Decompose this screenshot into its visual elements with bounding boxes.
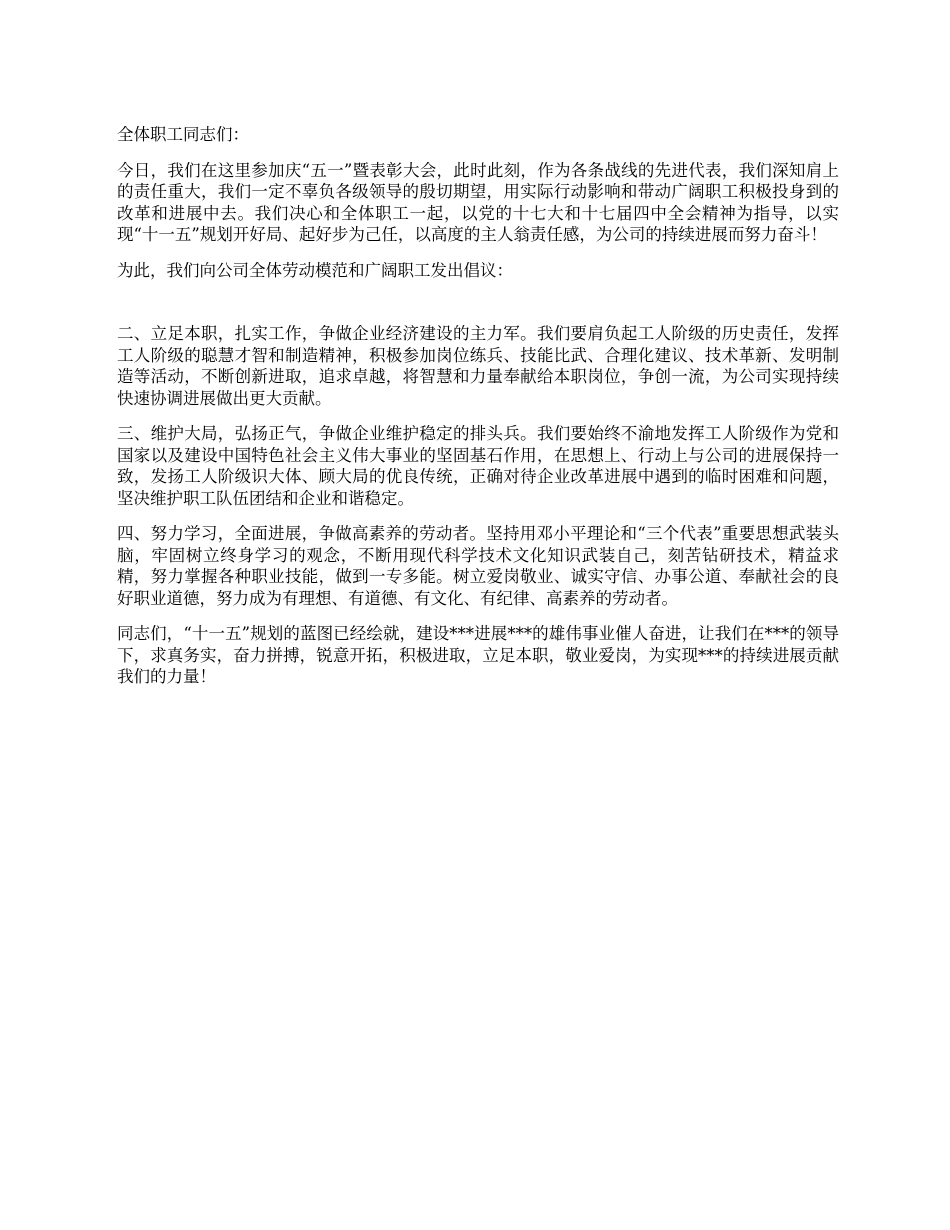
document-body	[117, 124, 839, 702]
paragraph-item-four: 四、努力学习，全面进展，争做高素养的劳动者。坚持用邓小平理论和“三个代表”重要思想武装头脑，牢固树立终身学习的观念，不断用现代科学技术文化知识武装自己，刻苦钻研技术，精益求精，努力掌握各种职业技能，做到一专多能。树立爱岗敬业、诚实守信、办事公道、奉献社会的良好职业道德，努力成为有理想、有道德、有文化、有纪律、高素养的劳动者。	[117, 524, 839, 608]
paragraph-item-two: 二、立足本职，扎实工作，争做企业经济建设的主力军。我们要肩负起工人阶级的历史责任，发挥工人阶级的聪慧才智和制造精神，积极参加岗位练兵、技能比武、合理化建议、技术革新、发明制造等活动，不断创新进取，追求卓越，将智慧和力量奉献给本职岗位，争创一流，为公司实现持续快速协调进展做出更大贡献。	[117, 324, 839, 408]
paragraph-closing: 同志们，“十一五”规划的蓝图已经绘就，建设***进展***的雄伟事业催人奋进，让我们在***的领导下，求真务实，奋力拼搏，锐意开拓，积极进取，立足本职，敬业爱岗，为实现***的持续进展贡献我们的力量！	[117, 624, 839, 686]
paragraph-item-three: 三、维护大局，弘扬正气，争做企业维护稳定的排头兵。我们要始终不渝地发挥工人阶级作为党和国家以及建设中国特色社会主义伟大事业的坚固基石作用，在思想上、行动上与公司的进展保持一致，发扬工人阶级识大体、顾大局的优良传统，正确对待企业改革进展中遇到的临时困难和问题，坚决维护职工队伍团结和企业和谐稳定。	[117, 424, 839, 508]
salutation: 全体职工同志们：	[117, 125, 249, 144]
blank-gap	[117, 295, 839, 323]
paragraph-proposal-lead: 为此，我们向公司全体劳动模范和广阔职工发出倡议：	[117, 260, 513, 280]
paragraph-intro: 今日，我们在这里参加庆“五一”暨表彰大会，此时此刻，作为各条战线的先进代表，我们深知肩上的责任重大，我们一定不辜负各级领导的殷切期望，用实际行动影响和带动广阔职工积极投身到的改革和进展中去。我们决心和全体职工一起，以党的十七大和十七届四中全会精神为指导，以实现“十一五”规划开好局、起好步为己任，以高度的主人翁责任感，为公司的持续进展而努力奋斗！	[117, 160, 839, 244]
